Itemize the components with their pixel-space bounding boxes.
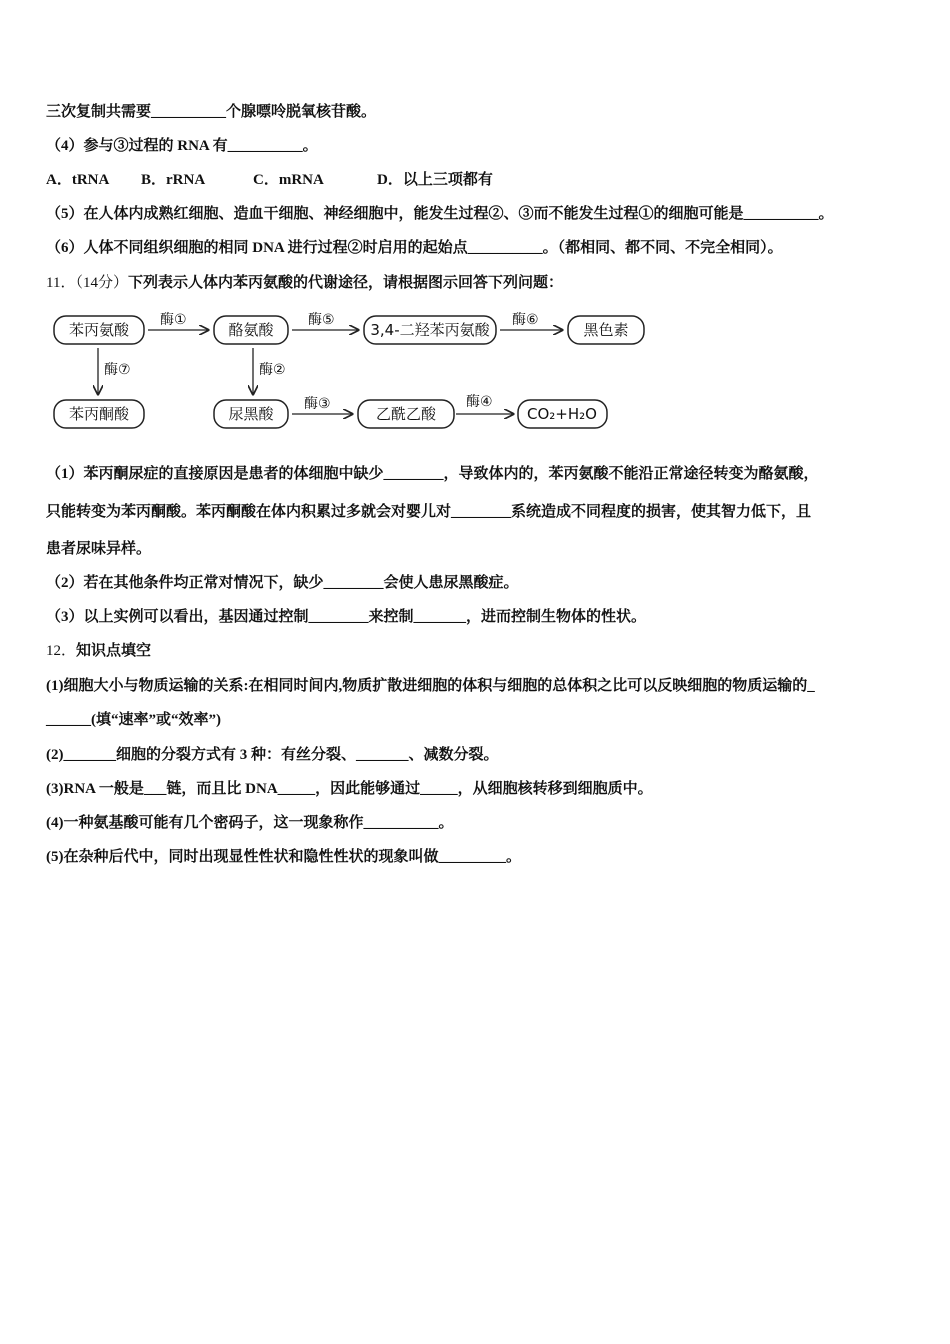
node-acetoacetate <box>358 400 454 428</box>
arrow-enzyme-1 <box>148 312 208 330</box>
arrow-enzyme-3 <box>292 396 352 414</box>
svg-text:酶②: 酶② <box>259 362 286 378</box>
arrow-enzyme-4 <box>456 394 513 414</box>
node-phenylpyruvate <box>54 400 144 428</box>
svg-text:黑色素: 黑色素 <box>583 321 629 339</box>
q10-continuation: 三次复制共需要__________个腺嘌呤脱氧核苷酸。 <box>46 104 377 120</box>
svg-text:CO₂+H₂O: CO₂+H₂O <box>527 405 597 423</box>
svg-text:酶⑥: 酶⑥ <box>512 312 539 328</box>
q12-heading <box>46 641 151 661</box>
svg-text:酶③: 酶③ <box>304 396 331 412</box>
svg-text:尿黑酸: 尿黑酸 <box>228 405 274 423</box>
arrow-enzyme-7 <box>98 348 131 394</box>
q11-part3: （3）以上实例可以看出，基因通过控制________来控制_______，进而控制生物体的性状。 <box>46 609 647 625</box>
node-dopa <box>364 316 496 344</box>
svg-text:酶①: 酶① <box>160 312 187 328</box>
svg-text:酶④: 酶④ <box>466 394 493 410</box>
option-a: A．tRNA <box>46 172 110 188</box>
svg-text:酶⑦: 酶⑦ <box>104 362 131 378</box>
q12-part1-line2: ______(填“速率”或“效率”) <box>46 712 221 728</box>
q11-number: 11．（14分） <box>46 275 128 291</box>
node-melanin <box>568 316 644 344</box>
svg-text:酶⑤: 酶⑤ <box>308 312 335 328</box>
svg-text:酪氨酸: 酪氨酸 <box>228 321 274 339</box>
node-phenylalanine <box>54 316 144 344</box>
arrow-enzyme-5 <box>292 312 358 330</box>
q12-part5: (5)在杂种后代中，同时出现显性性状和隐性性状的现象叫做_________。 <box>46 849 521 865</box>
q11-part1-line1: （1）苯丙酮尿症的直接原因是患者的体细胞中缺少________，导致体内的，苯丙氨酸不能沿正常途径转变为酪氨酸， <box>46 466 819 482</box>
q12-number: 12． <box>46 643 77 659</box>
q11-stem: 下列表示人体内苯丙氨酸的代谢途径，请根据图示回答下列问题： <box>127 275 563 291</box>
q11-part1-line2: 只能转变为苯丙酮酸。苯丙酮酸在体内积累过多就会对婴儿对________系统造成不同程度的损害，使其智力低下，且 <box>46 504 812 520</box>
arrow-enzyme-2 <box>253 348 286 394</box>
option-b: B．rRNA <box>141 172 206 188</box>
q12-part3: (3)RNA 一般是___链，而且比 DNA_____，因此能够通过_____，从细胞核转移到细胞质中。 <box>46 781 653 797</box>
node-tyrosine <box>214 316 288 344</box>
q11-heading <box>46 273 563 293</box>
q10-options <box>46 170 493 190</box>
svg-text:乙酰乙酸: 乙酰乙酸 <box>375 405 437 423</box>
svg-text:3,4-二羟苯丙氨酸: 3,4-二羟苯丙氨酸 <box>370 321 490 339</box>
q12-part2: (2)_______细胞的分裂方式有 3 种：有丝分裂、_______、减数分裂。 <box>46 747 499 763</box>
q11-part1-line3: 患者尿味异样。 <box>46 541 152 557</box>
q12-part4: (4)一种氨基酸可能有几个密码子，这一现象称作__________。 <box>46 815 454 831</box>
metabolic-pathway-diagram <box>46 300 666 440</box>
node-homogentisic-acid <box>214 400 288 428</box>
option-d: D．以上三项都有 <box>377 172 493 188</box>
option-c: C．mRNA <box>253 172 324 188</box>
q11-part2: （2）若在其他条件均正常对情况下，缺少________会使人患尿黑酸症。 <box>46 575 519 591</box>
svg-text:苯丙氨酸: 苯丙氨酸 <box>68 321 130 339</box>
q10-part5: （5）在人体内成熟红细胞、造血干细胞、神经细胞中，能发生过程②、③而不能发生过程①的细胞可能是__________。 <box>46 206 834 222</box>
q10-part4: （4）参与③过程的 RNA 有__________。 <box>46 138 318 154</box>
q10-part6: （6）人体不同组织细胞的相同 DNA 进行过程②时启用的起始点__________。（都相同、都不同、不完全相同）。 <box>46 240 783 256</box>
svg-text:苯丙酮酸: 苯丙酮酸 <box>68 405 130 423</box>
node-co2-h2o <box>518 400 607 428</box>
q12-title: 知识点填空 <box>76 643 152 659</box>
arrow-enzyme-6 <box>500 312 562 330</box>
q12-part1-line1: (1)细胞大小与物质运输的关系:在相同时间内,物质扩散进细胞的体积与细胞的总体积之比可以反映细胞的物质运输的_ <box>46 678 815 694</box>
